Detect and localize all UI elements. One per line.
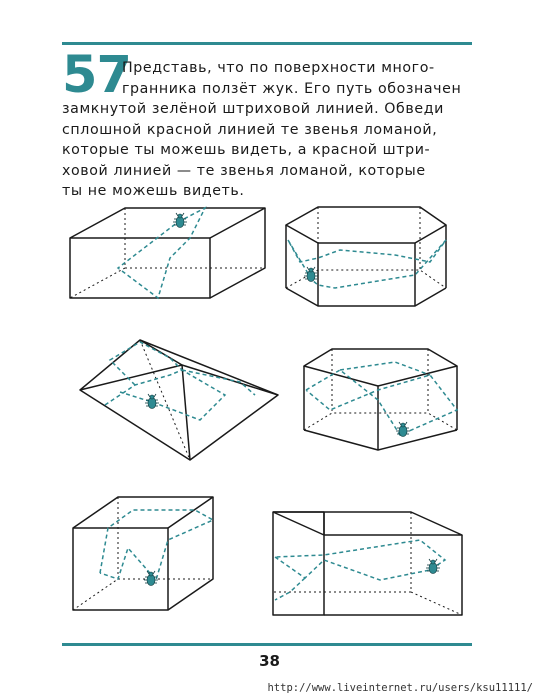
page-number: 38 [259, 652, 280, 670]
beetle-icon [173, 213, 187, 228]
figure-hexagonal-prism [286, 207, 446, 306]
task-line-1: Представь, что по поверхности много- [122, 60, 435, 76]
figure-pentagonal-prism [304, 349, 457, 450]
task-line-4: сплошной красной линией те звенья ломаной, [62, 121, 438, 138]
beetle-icon [396, 422, 410, 437]
figure-rectangular-box-flat [273, 512, 462, 615]
task-line-3: замкнутой зелёной штриховой линией. Обведи [62, 101, 444, 117]
beetle-icon [304, 267, 318, 282]
task-line-7: ты не можешь видеть. [62, 183, 245, 199]
task-line-2: гранника ползёт жук. Его путь обозначен [122, 80, 462, 97]
task-line-5: которые ты можешь видеть, а красной штри- [62, 142, 431, 158]
task-line-6: ховой линией — те звенья ломаной, которые [62, 162, 426, 179]
figure-pyramid [80, 340, 278, 460]
footer-url[interactable]: http://www.liveinternet.ru/users/ksu11111/ [267, 682, 533, 694]
bottom-rule [62, 643, 472, 646]
figure-rectangular-box [70, 208, 265, 298]
beetle-icon [426, 559, 440, 574]
figure-cube [73, 497, 213, 610]
task-number: 57 [62, 46, 131, 105]
